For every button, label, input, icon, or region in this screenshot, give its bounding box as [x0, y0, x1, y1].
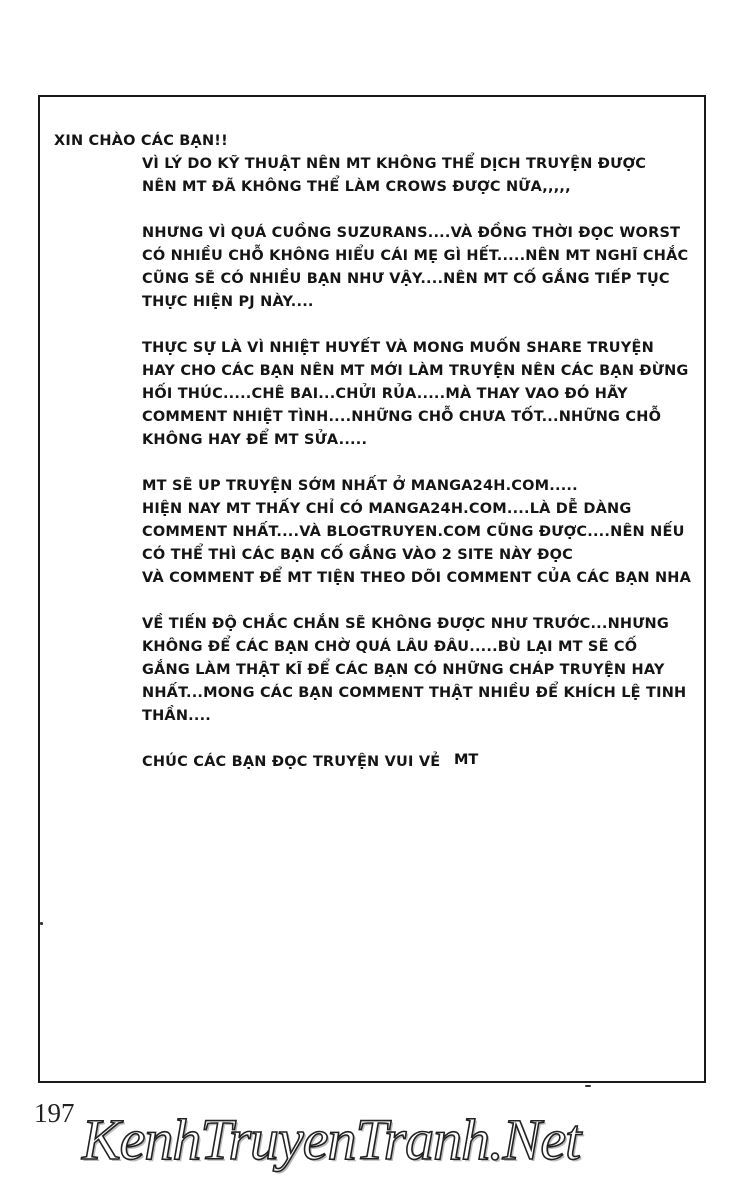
- letter-body: [54, 130, 694, 797]
- letter-line: CŨNG SẼ CÓ NHIỀU BẠN NHƯ VẬY....NÊN MT CỐ GẮNG TIẾP TỤC: [142, 271, 670, 287]
- letter-line: NHƯNG VÌ QUÁ CUỒNG SUZURANS....VÀ ĐỒNG THỜI ĐỌC WORST: [142, 225, 681, 241]
- letter-line: GẮNG LÀM THẬT KĨ ĐỂ CÁC BẠN CÓ NHỮNG CHÁP TRUYỆN HAY: [142, 662, 665, 678]
- letter-line: MT SẼ UP TRUYỆN SỚM NHẤT Ở MANGA24H.COM.....: [142, 478, 578, 494]
- letter-signature: MT: [454, 752, 479, 768]
- page-number: 197: [34, 1098, 75, 1128]
- letter-line: COMMENT NHIỆT TÌNH....NHỮNG CHỖ CHƯA TỐT...NHỮNG CHỖ: [142, 409, 662, 425]
- letter-line: KHÔNG ĐỂ CÁC BẠN CHỜ QUÁ LÂU ĐÂU.....BÙ LẠI MT SẼ CỐ: [142, 639, 638, 655]
- letter-greeting: XIN CHÀO CÁC BẠN!!: [54, 133, 228, 149]
- letter-paragraph: [142, 613, 694, 728]
- letter-line: THỰC SỰ LÀ VÌ NHIỆT HUYẾT VÀ MONG MUỐN SHARE TRUYỆN: [142, 340, 654, 356]
- scan-speck: [40, 922, 43, 925]
- letter-paragraph: [142, 475, 694, 590]
- site-watermark: KenhTruyenTranh.Net: [82, 1107, 581, 1172]
- letter-line: CÓ THỂ THÌ CÁC BẠN CỐ GẮNG VÀO 2 SITE NÀY ĐỌC: [142, 547, 573, 563]
- letter-line: HỐI THÚC.....CHÊ BAI...CHỬI RỦA.....MÀ THAY VAO ĐÓ HÃY: [142, 386, 628, 402]
- letter-paragraph: [142, 337, 694, 452]
- letter-line: THỰC HIỆN PJ NÀY....: [142, 294, 314, 310]
- letter-line: COMMENT NHẤT....VÀ BLOGTRUYEN.COM CŨNG ĐƯỢC....NÊN NẾU: [142, 524, 685, 540]
- letter-line: VÌ LÝ DO KỸ THUẬT NÊN MT KHÔNG THỂ DỊCH TRUYỆN ĐƯỢC: [142, 156, 647, 172]
- letter-line: HIỆN NAY MT THẤY CHỈ CÓ MANGA24H.COM....LÀ DỄ DÀNG: [142, 501, 632, 517]
- letter-line: VỀ TIẾN ĐỘ CHẮC CHẮN SẼ KHÔNG ĐƯỢC NHƯ TRƯỚC...NHƯNG: [142, 616, 669, 632]
- scan-speck: [585, 1085, 591, 1087]
- letter-paragraph: [142, 751, 694, 774]
- letter-line: CÓ NHIỀU CHỖ KHÔNG HIỂU CÁI MẸ GÌ HẾT.....NÊN MT NGHĨ CHẮC: [142, 248, 689, 264]
- letter-line: VÀ COMMENT ĐỂ MT TIỆN THEO DÕI COMMENT CỦA CÁC BẠN NHA: [142, 570, 692, 586]
- letter-line: CHÚC CÁC BẠN ĐỌC TRUYỆN VUI VẺ: [142, 754, 441, 770]
- letter-line: HAY CHO CÁC BẠN NÊN MT MỚI LÀM TRUYỆN NÊN CÁC BẠN ĐỪNG: [142, 363, 689, 379]
- letter-line: KHÔNG HAY ĐỂ MT SỬA.....: [142, 432, 368, 448]
- letter-paragraph: [142, 222, 694, 314]
- letter-paragraph: [142, 153, 694, 199]
- letter-line: NÊN MT ĐÃ KHÔNG THỂ LÀM CROWS ĐƯỢC NỮA,,,,,: [142, 179, 571, 195]
- letter-line: NHẤT...MONG CÁC BẠN COMMENT THẬT NHIỀU ĐỂ KHÍCH LỆ TINH: [142, 685, 687, 701]
- letter-line: THẦN....: [142, 708, 212, 724]
